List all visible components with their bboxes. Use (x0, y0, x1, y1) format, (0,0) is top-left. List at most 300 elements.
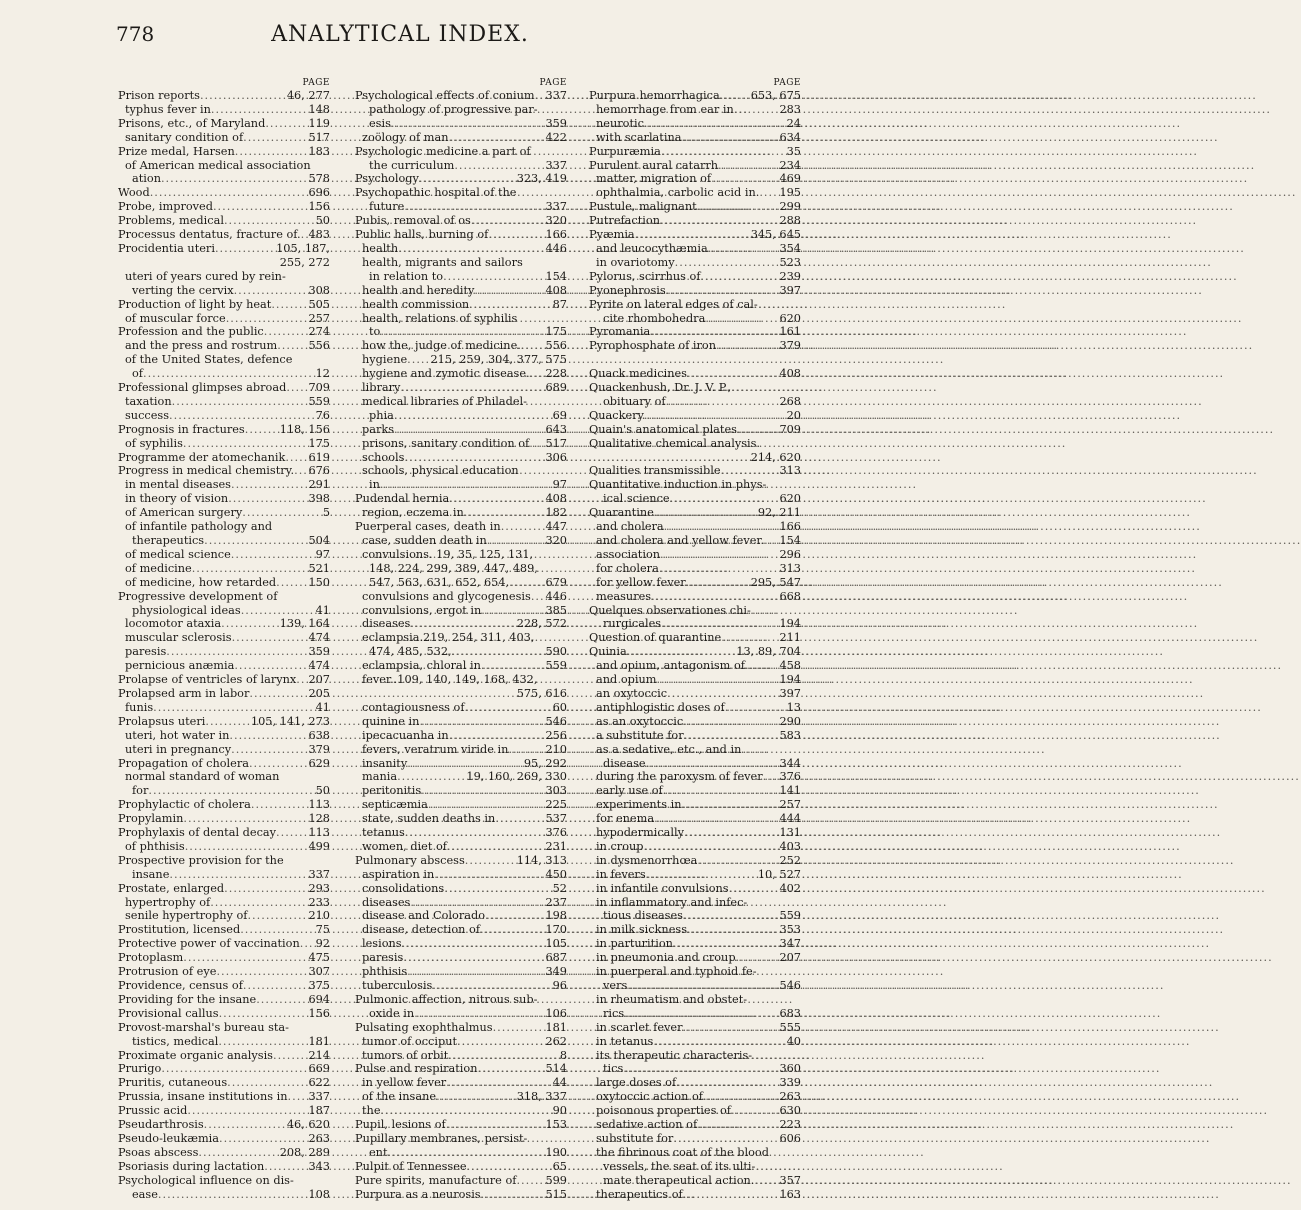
index-entry (589, 979, 801, 993)
entry-page-numbers: 630 (779, 1104, 801, 1118)
entry-page-numbers: 504 (308, 534, 330, 547)
entry-term: for yellow fever (596, 575, 686, 589)
entry-term: zoölogy of man (362, 130, 449, 144)
entry-page-numbers: 181 (308, 1034, 330, 1048)
index-entry-line: fever..109, 140, 149, 168, 432, (362, 673, 538, 687)
dot-leader (407, 757, 524, 771)
entry-page-numbers: 474 (308, 659, 330, 673)
index-entry (118, 826, 330, 840)
dot-leader (509, 576, 545, 590)
entry-page-numbers: 141 (779, 784, 801, 798)
entry-term: Pyæmia (589, 228, 635, 242)
entry-term: a substitute for (596, 728, 684, 742)
entry-page-numbers: 709 (779, 422, 801, 436)
index-entry (118, 367, 330, 381)
dot-leader (731, 1104, 779, 1118)
entry-term: Protective power of vaccination (118, 937, 300, 951)
entry-term: lesions (362, 937, 402, 951)
entry-page-numbers: 517 (308, 130, 330, 144)
index-entry (589, 117, 801, 131)
dot-leader (273, 1049, 308, 1063)
entry-page-numbers: 306 (545, 450, 567, 464)
entry-term: uteri, hot water in (125, 728, 230, 742)
entry-page-numbers: 283 (779, 102, 801, 116)
dot-leader (428, 798, 546, 812)
entry-page-numbers: 521 (308, 561, 330, 575)
index-entry (355, 784, 567, 798)
dot-leader (249, 687, 308, 701)
index-entry (118, 882, 330, 896)
entry-term: senile hypertrophy of (125, 909, 248, 923)
dot-leader (234, 659, 308, 673)
index-entry (118, 923, 330, 937)
index-entry (118, 562, 330, 576)
dot-leader (446, 1118, 546, 1132)
entry-page-numbers: 583 (779, 728, 801, 742)
entry-term: Prolapse of ventricles of larynx (118, 673, 297, 687)
entry-page-numbers: 41 (315, 700, 330, 714)
dot-leader (493, 1021, 546, 1035)
entry-term: in theory of vision (125, 492, 229, 506)
entry-page-numbers: 397 (779, 686, 801, 700)
dot-leader (247, 909, 308, 923)
entry-term: of American surgery (125, 506, 243, 520)
entry-term: future (369, 200, 405, 214)
entry-page-numbers: 376 (779, 770, 801, 784)
dot-leader (697, 854, 779, 868)
index-entry (589, 798, 801, 812)
entry-term: Purpura as a neurosis (355, 1187, 481, 1201)
entry-page-numbers: 291 (308, 478, 330, 492)
index-entry (589, 1062, 801, 1076)
entry-term: Pustule, malignant (589, 200, 697, 214)
dot-leader (683, 909, 779, 923)
entry-term: tumor of occiput (362, 1034, 458, 1048)
index-entry (355, 89, 567, 103)
index-entry-line: the fibrinous coat of the blood (596, 1145, 769, 1159)
index-entry (355, 478, 567, 492)
index-entry (589, 312, 801, 326)
entry-term: case, sudden death in (362, 534, 487, 547)
entry-page-numbers: 307 (308, 965, 330, 979)
index-entry-line: 148, 224, 299, 389, 447, 489, (369, 561, 538, 575)
entry-term: Pyonephrosis (589, 283, 666, 297)
index-entry (118, 937, 330, 951)
dot-leader (242, 506, 323, 520)
dot-leader (231, 548, 316, 562)
entry-term: 547, 563, 631, 652, 654, (369, 575, 510, 589)
index-entry (355, 1090, 567, 1104)
entry-term: in yellow fever (362, 1076, 447, 1090)
index-entry (589, 770, 801, 784)
entry-page-numbers: 320 (545, 534, 567, 547)
entry-term: tumors of orbit (362, 1048, 449, 1062)
entry-term: consolidations (362, 881, 445, 895)
index-entry (118, 576, 330, 590)
index-entry (589, 520, 801, 534)
index-entry (589, 1132, 801, 1146)
entry-page-numbers: 385 (545, 603, 567, 617)
entry-page-numbers: 446 (545, 241, 567, 255)
index-entry (589, 186, 801, 200)
index-entry (589, 812, 801, 826)
entry-page-numbers: 208, 289 (279, 1145, 330, 1159)
dot-leader (172, 395, 309, 409)
entry-page-numbers: 499 (308, 839, 330, 853)
dot-leader (183, 812, 308, 826)
dot-leader (229, 729, 308, 743)
index-entry (589, 131, 801, 145)
index-entry (355, 715, 567, 729)
entry-term: Pyromania (589, 325, 651, 339)
index-entry (355, 937, 567, 951)
entry-term: pernicious anæmia (125, 659, 235, 673)
index-entry (589, 784, 801, 798)
dot-leader (204, 534, 308, 548)
entry-term: funis (125, 700, 154, 714)
entry-page-numbers: 113 (308, 798, 330, 812)
index-entry (589, 1188, 801, 1202)
dot-leader (681, 798, 779, 812)
index-entry (118, 1007, 330, 1021)
entry-term: tious diseases (603, 909, 683, 923)
dot-leader (651, 590, 779, 604)
index-column-2 (355, 78, 567, 1202)
index-entry (118, 896, 330, 910)
index-entry (118, 325, 330, 339)
index-entry (355, 659, 567, 673)
entry-term: Proximate organic analysis (118, 1048, 273, 1062)
entry-page-numbers: 620 (779, 311, 801, 325)
entry-page-numbers: 590 (545, 645, 567, 659)
index-entry (118, 909, 330, 923)
index-entry (589, 951, 801, 965)
entry-page-numbers: 40 (786, 1034, 801, 1048)
dot-leader (716, 339, 779, 353)
dot-leader (471, 214, 546, 228)
entry-term: esis (369, 116, 391, 130)
dot-leader (381, 1104, 553, 1118)
entry-term: an oxytoccic (596, 686, 668, 700)
dot-leader (701, 270, 780, 284)
dot-leader (241, 604, 316, 618)
dot-leader (661, 145, 787, 159)
entry-term: Provisional callus (118, 1006, 219, 1020)
dot-leader (623, 1062, 779, 1076)
entry-term: Pylorus, scirrhus of (589, 269, 701, 283)
dot-leader (444, 882, 552, 896)
dot-leader (404, 451, 545, 465)
index-entry (355, 729, 567, 743)
index-entry (589, 1090, 801, 1104)
index-entry-line: of the United States, defence (125, 353, 293, 367)
dot-leader (703, 1090, 779, 1104)
entry-term: library (362, 381, 401, 395)
entry-term: during the paroxysm of fever (596, 770, 763, 784)
entry-term: paresis (362, 951, 404, 965)
index-entry (355, 979, 567, 993)
entry-page-numbers: 263 (308, 1131, 330, 1145)
index-entry (118, 492, 330, 506)
dot-leader (276, 826, 308, 840)
dot-leader (501, 520, 546, 534)
entry-page-numbers: 20 (786, 408, 801, 422)
entry-page-numbers: 170 (545, 923, 567, 937)
entry-term: health commission (362, 297, 470, 311)
dot-leader (294, 464, 308, 478)
entry-term: the curriculum (369, 158, 455, 172)
entry-page-numbers: 653, 675 (750, 89, 801, 102)
index-entry (118, 312, 330, 326)
entry-term: Prolapsed arm in labor (118, 686, 250, 700)
dot-leader (449, 729, 546, 743)
entry-term: hypodermically (596, 826, 685, 840)
entry-term: phia (369, 408, 394, 422)
index-entry (355, 1062, 567, 1076)
entry-term: Psoriasis during lactation (118, 1159, 265, 1173)
index-entry (589, 1035, 801, 1049)
dot-leader (659, 562, 780, 576)
entry-term: Putrefaction (589, 214, 660, 228)
dot-leader (720, 89, 751, 103)
dot-leader (161, 172, 308, 186)
index-entry (118, 172, 330, 186)
index-entry (118, 1104, 330, 1118)
entry-page-numbers: 237 (545, 895, 567, 909)
entry-page-numbers: 233 (308, 895, 330, 909)
dot-leader (683, 715, 779, 729)
dot-leader (681, 131, 779, 145)
entry-page-numbers: 523 (779, 255, 801, 269)
entry-page-numbers: 263 (779, 1090, 801, 1104)
dot-leader (231, 743, 308, 757)
index-entry (118, 840, 330, 854)
entry-term: uteri in pregnancy (125, 742, 232, 756)
dot-leader (219, 1132, 308, 1146)
entry-page-numbers: 225 (545, 798, 567, 812)
index-entry (589, 1007, 801, 1021)
index-entry (118, 409, 330, 423)
index-entry (118, 103, 330, 117)
dot-leader (277, 339, 308, 353)
index-entry (589, 339, 801, 353)
index-entry (118, 117, 330, 131)
entry-page-numbers: 696 (308, 186, 330, 200)
entry-term: state, sudden deaths in (362, 812, 496, 826)
index-entry (355, 923, 567, 937)
entry-page-numbers: 50 (315, 784, 330, 798)
entry-page-numbers: 256 (545, 728, 567, 742)
entry-page-numbers: 41 (315, 603, 330, 617)
entry-term: rurgicales (603, 617, 662, 631)
index-entry (589, 1174, 801, 1188)
entry-term: how the, judge of medicine. (362, 339, 521, 353)
entry-term: Pseudarthrosis (118, 1118, 204, 1132)
index-entry (118, 186, 330, 200)
entry-term: Psoas abscess (118, 1145, 199, 1159)
dot-leader (404, 200, 545, 214)
entry-page-numbers: 295, 547 (750, 575, 801, 589)
dot-leader (708, 242, 780, 256)
index-entry-line: Progressive development of (118, 589, 278, 603)
index-entry (118, 478, 330, 492)
dot-leader (449, 492, 545, 506)
entry-page-numbers: 514 (545, 1062, 567, 1076)
entry-term: rics (603, 1006, 625, 1020)
page-number: 778 (116, 22, 155, 46)
entry-term: mania (362, 770, 398, 784)
index-entry (355, 1188, 567, 1202)
entry-term: schools (362, 450, 405, 464)
entry-page-numbers: 35 (786, 144, 801, 158)
index-entry (355, 159, 567, 173)
entry-page-numbers: 694 (308, 992, 330, 1006)
entry-page-numbers: 556 (545, 339, 567, 353)
dot-leader (764, 534, 779, 548)
entry-page-numbers: 223 (779, 1118, 801, 1132)
entry-term: therapeutics of (596, 1187, 683, 1201)
index-entry (589, 617, 801, 631)
index-entry (355, 812, 567, 826)
index-entry (118, 784, 330, 798)
entry-page-numbers: 359 (545, 116, 567, 130)
entry-page-numbers: 422 (545, 130, 567, 144)
entry-page-numbers: 398 (308, 492, 330, 506)
index-entry (355, 214, 567, 228)
entry-page-numbers: 195 (779, 186, 801, 200)
entry-term: for (132, 784, 149, 798)
index-entry (355, 840, 567, 854)
entry-page-numbers: 668 (779, 589, 801, 603)
index-entry (589, 562, 801, 576)
entry-page-numbers: 555 (779, 1020, 801, 1034)
index-entry-line: vessels, the seat of its ulti- (603, 1159, 756, 1173)
entry-page-numbers: 118, 156 (279, 422, 330, 436)
index-entry (118, 604, 330, 618)
entry-page-numbers: 483 (308, 228, 330, 242)
dot-leader (676, 1076, 779, 1090)
dot-leader (725, 701, 787, 715)
dot-leader (234, 284, 309, 298)
entry-term: substitute for (596, 1131, 674, 1145)
dot-leader (646, 757, 780, 771)
entry-page-numbers: 344 (779, 756, 801, 770)
entry-page-numbers: 546 (779, 979, 801, 992)
entry-term: Quack medicines (589, 367, 687, 381)
entry-term: Programme der atomechanik (118, 450, 286, 464)
entry-term: of syphilis (125, 436, 183, 450)
index-entry (118, 214, 330, 228)
dot-leader (296, 673, 308, 687)
dot-leader (481, 659, 546, 673)
dot-leader (646, 868, 758, 882)
entry-page-numbers: 96 (552, 979, 567, 992)
entry-page-numbers: 474 (308, 631, 330, 645)
index-entry-continuation (589, 353, 801, 367)
entry-page-numbers: 114, 313 (516, 853, 567, 867)
entry-page-numbers: 638 (308, 728, 330, 742)
entry-page-numbers: 106 (545, 1006, 567, 1020)
entry-page-numbers: 207 (779, 951, 801, 965)
dot-leader (286, 381, 308, 395)
index-entry (355, 325, 567, 339)
entry-page-numbers: 12 (315, 367, 330, 381)
entry-term: in relation to (369, 269, 444, 283)
index-entry (355, 743, 567, 757)
index-entry (589, 270, 801, 284)
entry-page-numbers: 194 (779, 617, 801, 631)
index-entry-line: Provost-marshal's bureau sta- (118, 1020, 289, 1034)
entry-page-numbers: 450 (545, 867, 567, 881)
index-entry (589, 923, 801, 937)
entry-page-numbers: 108 (308, 1187, 330, 1201)
entry-term: disease (603, 756, 646, 770)
entry-term: Providence, census of (118, 979, 243, 992)
entry-page-numbers: 198 (545, 909, 567, 923)
entry-page-numbers: 408 (545, 492, 567, 506)
index-entry (118, 645, 330, 659)
column-page-label: PAGE (302, 78, 330, 88)
entry-page-numbers: 293 (308, 881, 330, 895)
entry-term: hygiene (362, 353, 408, 367)
entry-term: and cholera (596, 520, 664, 534)
index-entry-line: of infantile pathology and (125, 520, 273, 534)
index-entry (355, 576, 567, 590)
index-entry (355, 1146, 567, 1160)
dot-leader (478, 1062, 546, 1076)
entry-page-numbers: 347 (779, 937, 801, 951)
index-entry-line: Psychologic medicine a part of (355, 144, 531, 158)
index-entry-line: Prospective provision for the (118, 853, 284, 867)
entry-page-numbers: 69 (552, 408, 567, 422)
entry-term: in pneumonia and croup (596, 951, 736, 965)
index-entry (355, 423, 567, 437)
entry-page-numbers: 444 (779, 812, 801, 826)
index-entry (355, 242, 567, 256)
entry-term: Quackery (589, 408, 644, 422)
entry-term: prisons, sanitary condition of (362, 436, 530, 450)
index-entry (118, 1090, 330, 1104)
entry-page-numbers: 97 (552, 478, 567, 492)
dot-leader (243, 131, 308, 145)
entry-term: of phthisis (125, 839, 185, 853)
entry-page-numbers: 181 (545, 1020, 567, 1034)
entry-term: hypertrophy of (125, 895, 211, 909)
dot-leader (644, 117, 787, 131)
index-entry (589, 937, 801, 951)
entry-page-numbers: 402 (779, 881, 801, 895)
entry-page-numbers: 469 (779, 172, 801, 186)
dot-leader (210, 896, 308, 910)
index-entry (589, 868, 801, 882)
dot-leader (414, 1007, 545, 1021)
dot-leader (452, 645, 546, 659)
index-entry-line: health, migrants and sailors (362, 255, 523, 269)
dot-leader (243, 979, 309, 993)
index-entry (355, 1118, 567, 1132)
entry-page-numbers: 231 (545, 839, 567, 853)
dot-leader (488, 228, 545, 242)
entry-term: in mental diseases (125, 478, 231, 492)
index-entry (355, 200, 567, 214)
dot-leader (508, 743, 545, 757)
dot-leader (219, 1007, 309, 1021)
index-entry (118, 1035, 330, 1049)
entry-term: tuberculosis (362, 979, 433, 992)
entry-page-numbers: 156 (308, 1006, 330, 1020)
entry-term: ease (132, 1187, 158, 1201)
entry-term: association (596, 547, 661, 561)
